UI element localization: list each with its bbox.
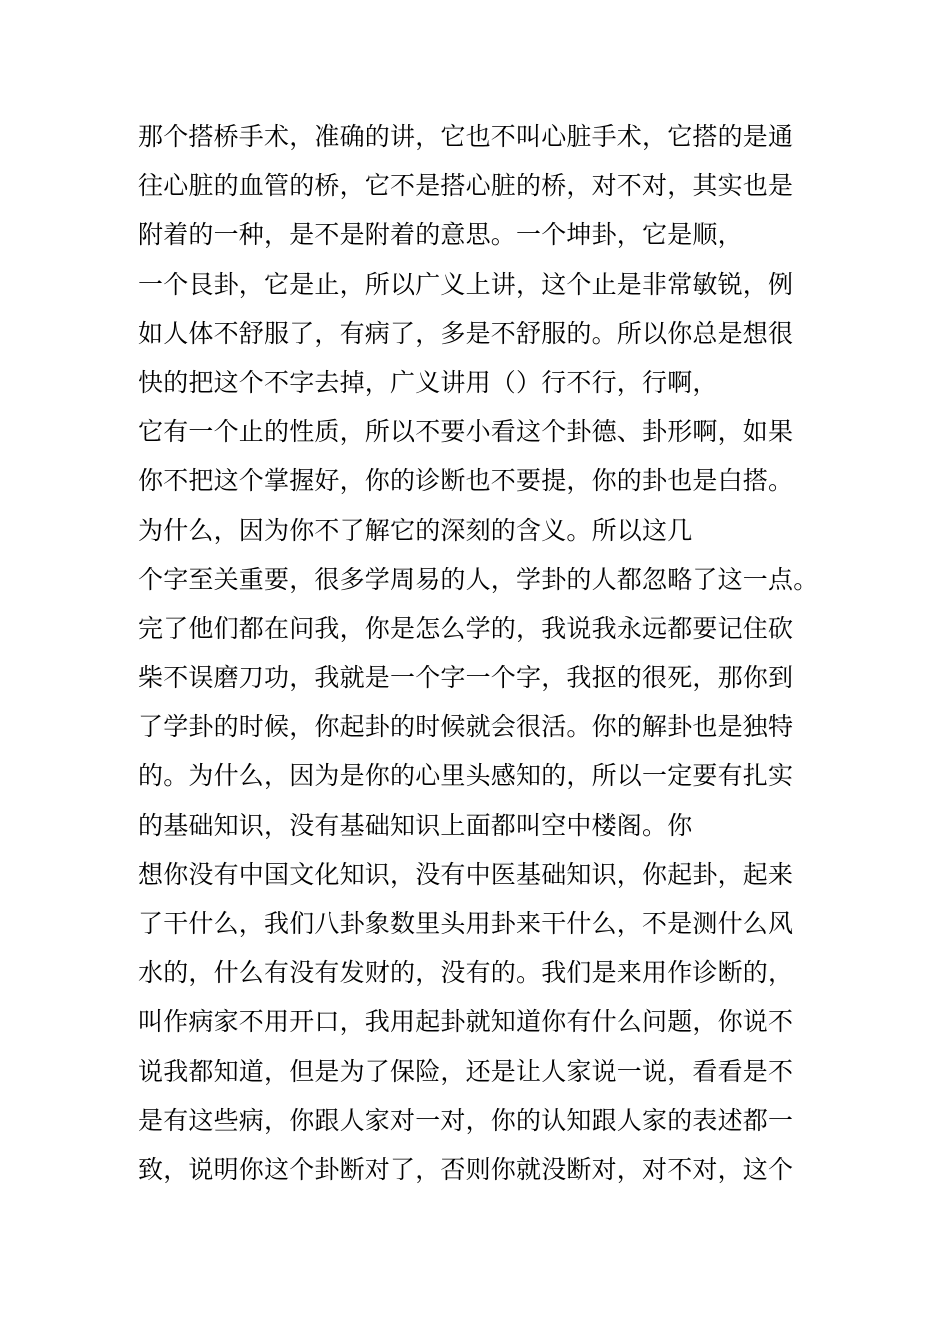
- text-line: 你不把这个掌握好，你的诊断也不要提，你的卦也是白搭。: [138, 466, 794, 496]
- body-text: [138, 112, 838, 1194]
- text-line: 快的把这个不字去掉，广义讲用（）行不行，行啊，: [138, 367, 718, 397]
- text-line: 完了他们都在问我，你是怎么学的，我说我永远都要记住砍: [138, 613, 794, 643]
- text-line: 附着的一种，是不是附着的意思。一个坤卦，它是顺，: [138, 220, 743, 250]
- text-line: 的。为什么，因为是你的心里头感知的，所以一定要有扎实: [138, 761, 794, 791]
- text-line: 叫作病家不用开口，我用起卦就知道你有什么问题，你说不: [138, 1007, 794, 1037]
- text-line: 如人体不舒服了，有病了，多是不舒服的。所以你总是想很: [138, 318, 794, 348]
- text-line: 说我都知道，但是为了保险，还是让人家说一说，看看是不: [138, 1056, 794, 1086]
- text-line: 为什么，因为你不了解它的深刻的含义。所以这几: [138, 515, 693, 545]
- text-line: 往心脏的血管的桥，它不是搭心脏的桥，对不对，其实也是: [138, 171, 794, 201]
- text-line: 它有一个止的性质，所以不要小看这个卦德、卦形啊，如果: [138, 417, 794, 447]
- text-line: 那个搭桥手术，准确的讲，它也不叫心脏手术，它搭的是通: [138, 122, 794, 151]
- text-line: 是有这些病，你跟人家对一对，你的认知跟人家的表述都一: [138, 1105, 794, 1135]
- text-line: 了干什么，我们八卦象数里头用卦来干什么，不是测什么风: [138, 909, 794, 938]
- text-line: 一个艮卦，它是止，所以广义上讲，这个止是非常敏锐，例: [138, 269, 794, 299]
- text-line: 个字至关重要，很多学周易的人，学卦的人都忽略了这一点。: [138, 564, 819, 594]
- text-line: 想你没有中国文化知识，没有中医基础知识，你起卦，起来: [138, 859, 794, 889]
- text-line: 了学卦的时候，你起卦的时候就会很活。你的解卦也是独特: [138, 712, 794, 742]
- text-line: 致，说明你这个卦断对了，否则你就没断对，对不对，这个: [138, 1154, 794, 1184]
- text-line: 的基础知识，没有基础知识上面都叫空中楼阁。你: [138, 810, 693, 840]
- text-line: 柴不误磨刀功，我就是一个字一个字，我抠的很死，那你到: [138, 663, 794, 693]
- text-line: 水的，什么有没有发财的，没有的。我们是来用作诊断的，: [138, 958, 794, 988]
